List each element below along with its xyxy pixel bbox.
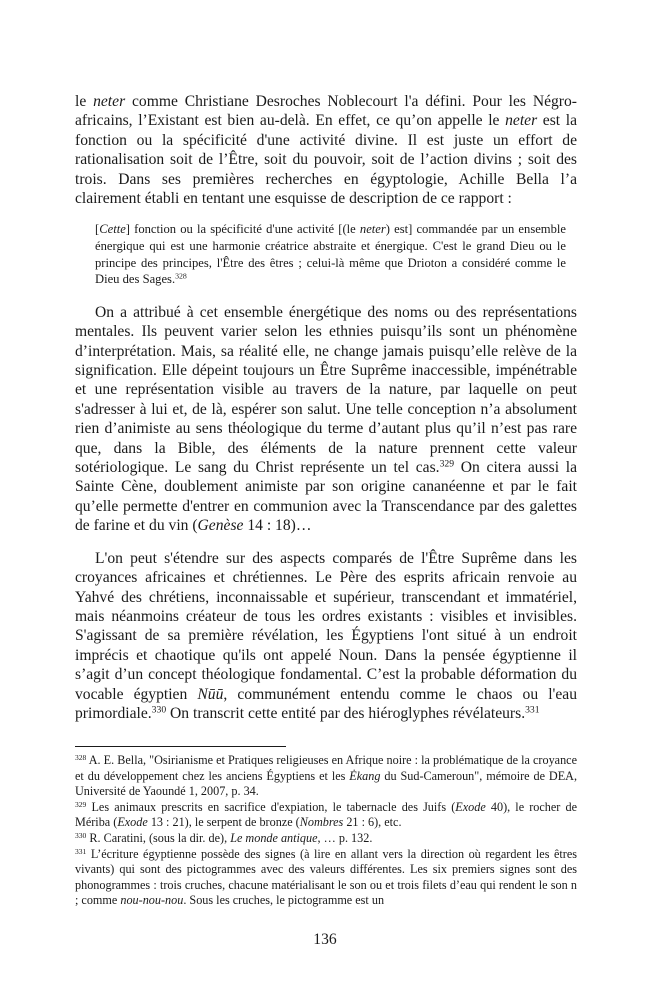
- page-number: 136: [313, 931, 337, 948]
- footnote-330: $^{330}$ R. Caratini, (sous la dir. de), Le monde antique, … p. 132.: [75, 830, 373, 845]
- footnote-ref-330: 330: [151, 704, 167, 716]
- footnote-328: $^{328}$ A. E. Bella, "Osirianisme et Pratiques religieuses en Afrique noire : la problématique de la croyance et du développement chez les anciens Égyptiens et les Ėkang du Sud-Cameroun", mémoire de DEA, Université de Yaoundé 1, 2007, p. 34.: [75, 752, 578, 799]
- footnote-ref-331: 331: [525, 704, 540, 716]
- paragraph-2: On a attribué à cet ensemble énergétique des noms ou des représentations mentales. Ils peuvent varier selon les ethnies puisqu’ils sont un phénomène d’interprétation. Mais, sa réalité elle, ne change jamais puisqu’elle relève de la signification. Elle dépeint toujours un Être Suprême inaccessible, impénétrable et une représentation visible au travers de la nature, par laquelle on peut s'adresser à lui et, de là, espérer son salut. Une telle conception n’a absolument rien d’animiste au sens théologique du terme d’autant plus qu’il n’est pas rare que, dans la Bible, des éléments de la nature prennent cette valeur sotériologique. Le sang du Christ représente un tel cas.$^{329}$ On citera aussi la Sainte Cène, doublement animiste par son origine cananéenne et par le fait qu’elle permette d'entrer en communion avec la Transcendance par des galettes de farine et du vin (Genèse 14 : 18)…: [75, 303, 577, 535]
- block-quote: [Cette] fonction ou la spécificité d'une activité [(le neter) est] commandée par un ensemble énergique qui est une harmonie créatrice abstraite et énergique. C'est le grand Dieu ou le principe des principes, l'Être des êtres ; celui-là même que Drioton a considéré comme le Dieu des Sages.$^{328}$: [95, 222, 566, 287]
- footnote-331: $^{331}$ L’écriture égyptienne possède des signes (à lire en allant vers la direction où regardent les êtres vivants) qui sont des pictogrammes avec des valeurs différentes. Les six premiers signes sont des phonogrammes : trois cruches, chacune matérialisant le son ou et trois filets d’eau qui rendent le son n ; comme nou-nou-nou. Sous les cruches, le pictogramme est un: [75, 846, 577, 908]
- paragraph-3: L'on peut s'étendre sur des aspects comparés de l'Être Suprême dans les croyances africaines et chrétiennes. Le Père des esprits africain renvoie au Yahvé des chrétiens, inconnaissable et supérieur, transcendant et immatériel, mais néanmoins créateur de tous les ordres existants : visibles et invisibles. S'agissant de sa première révélation, les Égyptiens l'ont situé à un endroit imprécis et chaotique qu'ils ont appelé Noun. Dans la pensée égyptienne il s’agit d’un concept théologique fondamental. C’est la probable déformation du vocable égyptien Nūū, communément entendu comme le chaos ou l'eau primordiale.$^{330}$ On transcrit cette entité par des hiéroglyphes révélateurs.$^{331}$: [75, 549, 577, 722]
- footnotes: [75, 753, 577, 909]
- paragraph-1: le neter comme Christiane Desroches Noblecourt l'a défini. Pour les Négro-africains, l’Existant est bien au-delà. En effet, ce qu’on appelle le neter est la fonction ou la spécificité d'une activité divine. Il est juste un effort de rationalisation soit de l’Être, soit du pouvoir, soit de l’action divins ; soit des trois. Dans ses premières recherches en égyptologie, Achille Bella l’a clairement établi en tentant une esquisse de description de ce rapport :: [75, 93, 577, 208]
- footnote-329: $^{329}$ Les animaux prescrits en sacrifice d'expiation, le tabernacle des Juifs (Exode 40), le rocher de Mériba (Exode 13 : 21), le serpent de bronze (Nombres 21 : 6), etc.: [75, 799, 577, 830]
- footnote-ref-328: 328: [175, 271, 187, 281]
- footnote-separator: [75, 746, 286, 747]
- footnote-ref-329: 329: [439, 458, 455, 470]
- main-text: [75, 92, 577, 723]
